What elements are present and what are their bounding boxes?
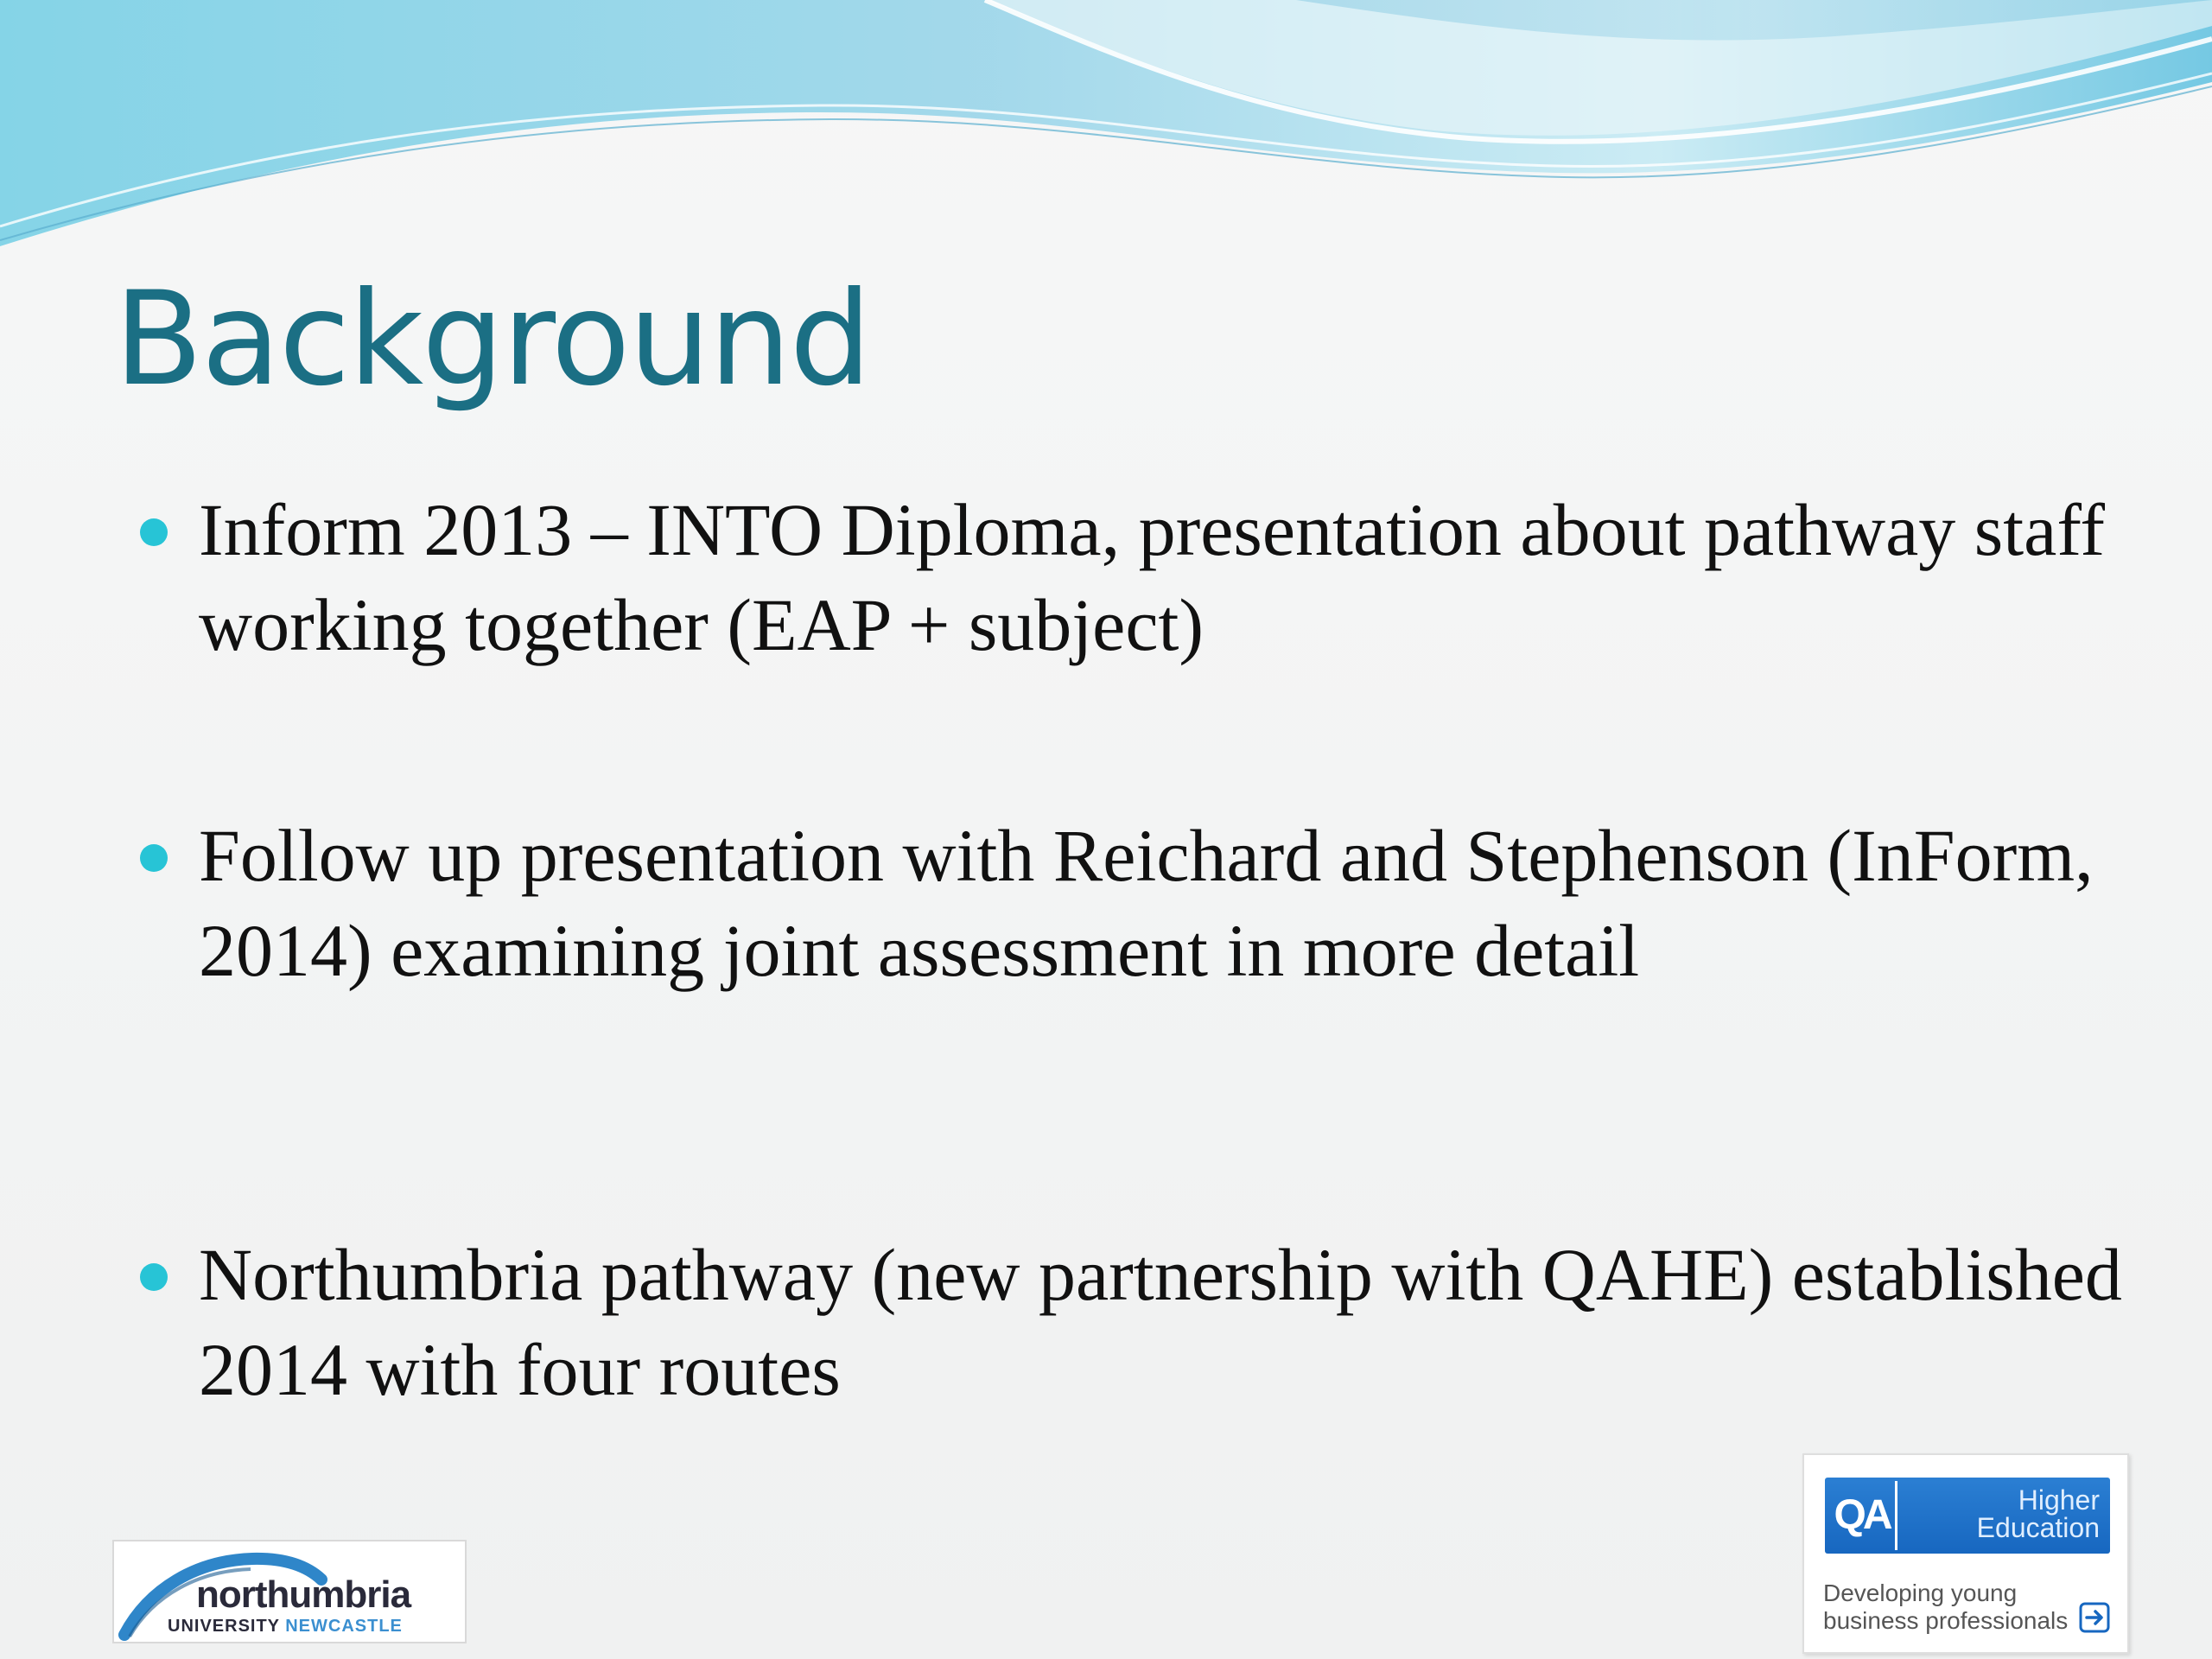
northumbria-subtitle	[168, 1618, 403, 1635]
bullet-dot-icon	[140, 1263, 168, 1291]
qa-higher: Higher	[2018, 1484, 2100, 1516]
slide-title: Background	[114, 264, 870, 415]
bullet-dot-icon	[140, 844, 168, 872]
northumbria-logo	[112, 1540, 467, 1643]
northumbria-university: UNIVERSITY	[168, 1617, 280, 1636]
qa-banner	[1825, 1478, 2110, 1554]
northumbria-name: northumbria	[196, 1573, 411, 1616]
bullet-item	[199, 1227, 2134, 1417]
bullet-item	[199, 808, 2134, 998]
qa-tagline-line1: Developing young	[1823, 1580, 2018, 1606]
bullet-text: Northumbria pathway (new partnership with QAHE) established 2014 with four routes	[199, 1233, 2122, 1411]
bullet-dot-icon	[140, 518, 168, 546]
arrow-right-box-icon	[2079, 1602, 2110, 1633]
qa-education: Education	[1976, 1512, 2100, 1543]
qa-higher-education-text	[1977, 1486, 2100, 1541]
qa-tagline-line2: business professionals	[1823, 1607, 2069, 1634]
bullet-text: Inform 2013 – INTO Diploma, presentation about pathway staff working together (EAP + subject)	[199, 488, 2106, 666]
bullet-text: Follow up presentation with Reichard and Stephenson (InForm, 2014) examining joint assessment in more detail	[199, 814, 2094, 992]
bullet-item	[199, 482, 2134, 672]
qa-badge: QA	[1828, 1481, 1897, 1550]
qa-higher-education-logo	[1802, 1453, 2129, 1654]
qa-tagline	[1823, 1580, 2069, 1635]
northumbria-city: NEWCASTLE	[285, 1617, 403, 1636]
